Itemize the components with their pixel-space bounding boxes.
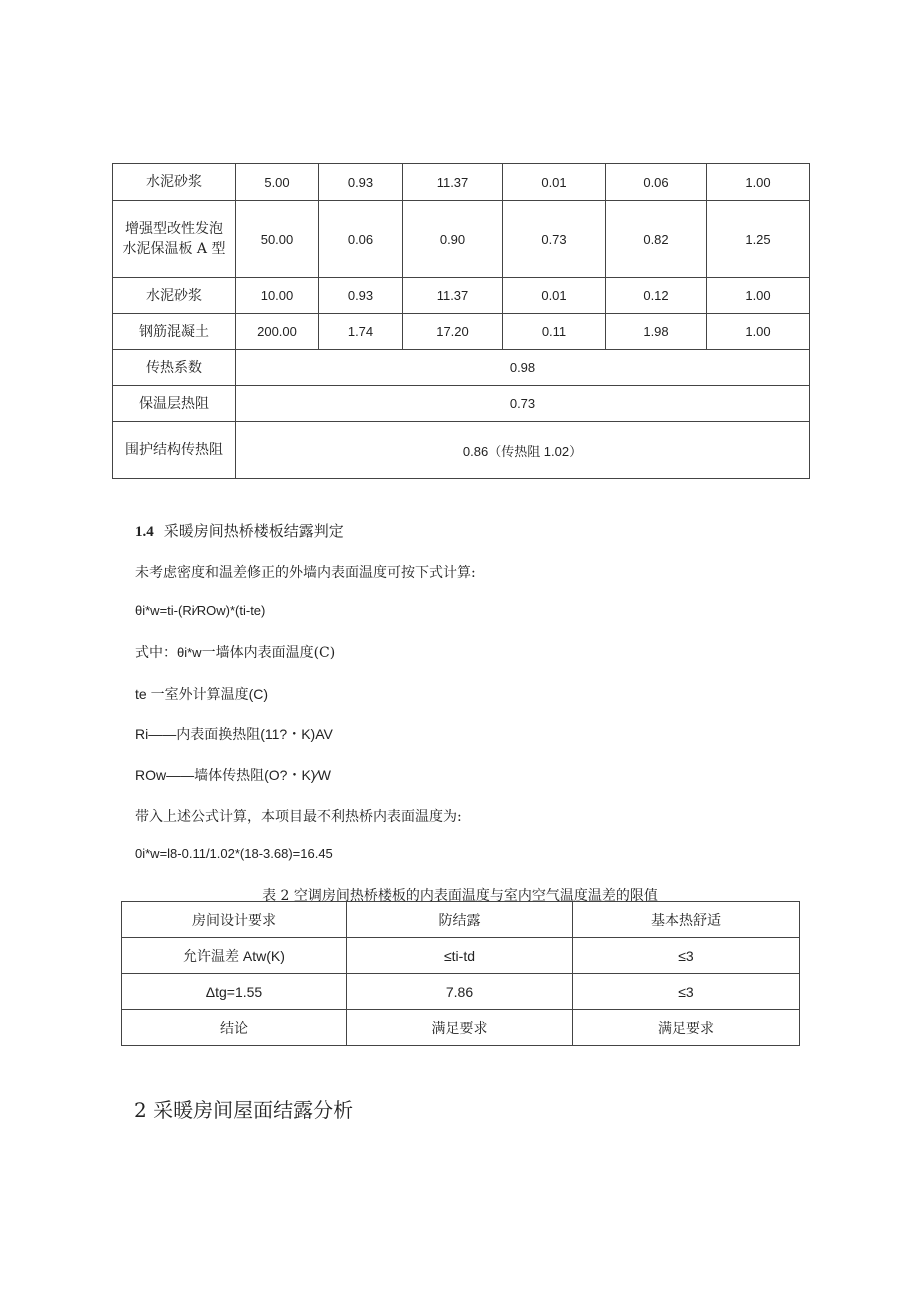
calc-intro: 带入上述公式计算，本项目最不利热桥内表面温度为: [135, 809, 462, 825]
limit-table [121, 901, 800, 1046]
cell-value: 0.06 [319, 201, 403, 278]
cell-value: 0.73 [503, 201, 606, 278]
layer-name-line: 增强型改性发泡 [125, 221, 223, 237]
cell-value: 0.06 [606, 164, 707, 201]
section-2-heading: 2 采暖房间屋面结露分析 [134, 1098, 354, 1122]
cell-value: 11.37 [403, 278, 503, 314]
cell-value: 17.20 [403, 314, 503, 350]
table-row [113, 201, 810, 278]
column-header: 防结露 [347, 902, 573, 938]
cell-value: 0.11 [503, 314, 606, 350]
table-cell: 结论 [122, 1010, 347, 1046]
table-row [122, 974, 800, 1010]
table-cell: ≤3 [573, 938, 800, 974]
table-row [113, 164, 810, 201]
table-cell: ≤3 [573, 974, 800, 1010]
where-line [135, 642, 335, 662]
cell-value: 11.37 [403, 164, 503, 201]
cell-value: 0.12 [606, 278, 707, 314]
where-prefix: 式中： [135, 645, 177, 661]
ri-definition: Ri——内表面换热阻(11?・K)AV [135, 726, 333, 742]
summary-value: 0.86（传热阻 1.02） [236, 422, 810, 479]
layer-name [113, 201, 236, 278]
table-cell: 允许温差 Atw(K) [122, 938, 347, 974]
summary-label: 保温层热阻 [113, 386, 236, 422]
where-text: 一墙体内表面温度(C) [201, 645, 336, 661]
table-cell: 7.86 [347, 974, 573, 1010]
cell-value: 1.00 [707, 314, 810, 350]
where-symbol: θi*w [177, 645, 202, 660]
table-row [113, 278, 810, 314]
cell-value: 0.90 [403, 201, 503, 278]
layer-name: 水泥砂浆 [113, 278, 236, 314]
formula: θi*w=ti-(Ri∕ROw)*(ti-te) [135, 603, 266, 618]
summary-row [113, 350, 810, 386]
column-header: 基本热舒适 [573, 902, 800, 938]
table-row [113, 314, 810, 350]
row-definition: ROw——墙体传热阻(O?・K)∕W [135, 767, 331, 783]
layer-name: 水泥砂浆 [113, 164, 236, 201]
table-cell: 满足要求 [573, 1010, 800, 1046]
te-definition: te 一室外计算温度(C) [135, 686, 268, 702]
layer-table [112, 163, 810, 479]
table-header-row [122, 902, 800, 938]
summary-value: 0.98 [236, 350, 810, 386]
cell-value: 0.01 [503, 278, 606, 314]
table-row [122, 938, 800, 974]
section-heading [135, 520, 344, 541]
table-caption: 表 2 空调房间热桥楼板的内表面温度与室内空气温度温差的限值 [262, 888, 658, 904]
layer-name-line: 水泥保温板 A 型 [122, 241, 226, 257]
cell-value: 0.82 [606, 201, 707, 278]
cell-value: 1.25 [707, 201, 810, 278]
calc-result: 0i*w=l8-0.11/1.02*(18-3.68)=16.45 [135, 846, 333, 861]
layer-name: 钢筋混凝土 [113, 314, 236, 350]
cell-value: 200.00 [236, 314, 319, 350]
table-row [122, 1010, 800, 1046]
table-cell: Δtg=1.55 [122, 974, 347, 1010]
column-header: 房间设计要求 [122, 902, 347, 938]
section-number: 1.4 [135, 524, 154, 540]
summary-row [113, 422, 810, 479]
section-title: 采暖房间热桥楼板结露判定 [163, 522, 344, 540]
intro-text: 未考虑密度和温差修正的外墙内表面温度可按下式计算: [135, 565, 476, 581]
cell-value: 10.00 [236, 278, 319, 314]
summary-value: 0.73 [236, 386, 810, 422]
cell-value: 1.00 [707, 278, 810, 314]
summary-label: 传热系数 [113, 350, 236, 386]
table-cell: 满足要求 [347, 1010, 573, 1046]
cell-value: 1.00 [707, 164, 810, 201]
cell-value: 0.93 [319, 278, 403, 314]
cell-value: 1.98 [606, 314, 707, 350]
cell-value: 50.00 [236, 201, 319, 278]
cell-value: 0.01 [503, 164, 606, 201]
summary-row [113, 386, 810, 422]
table-cell: ≤ti-td [347, 938, 573, 974]
summary-label: 围护结构传热阻 [113, 422, 236, 479]
cell-value: 1.74 [319, 314, 403, 350]
cell-value: 5.00 [236, 164, 319, 201]
cell-value: 0.93 [319, 164, 403, 201]
